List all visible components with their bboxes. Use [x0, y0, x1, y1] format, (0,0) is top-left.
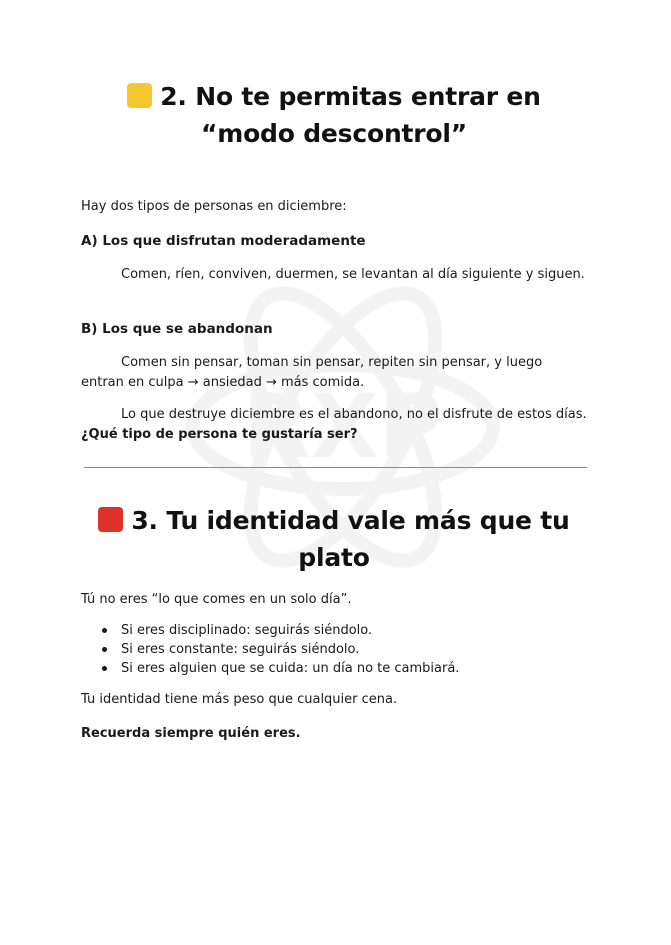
group-b-text: Comen sin pensar, toman sin pensar, repiten sin pensar, y luego entran en culpa → ansiedad → más comida. — [81, 355, 543, 390]
red-square-icon — [98, 507, 123, 532]
list-item-text: Si eres disciplinado: seguirás siéndolo. — [121, 623, 373, 638]
identity-statement: Tu identidad tiene más peso que cualquier cena. — [81, 692, 398, 707]
list-item — [81, 640, 587, 659]
list-item-text: Si eres alguien que se cuida: un día no te cambiará. — [121, 661, 460, 676]
closing-text: Lo que destruye diciembre es el abandono, no el disfrute de estos días. — [121, 407, 587, 422]
group-b-heading: B) Los que se abandonan — [81, 321, 273, 337]
section-2-title: 2. No te permitas entrar en “modo descontrol” — [160, 82, 541, 148]
section-2-intro: Hay dos tipos de personas en diciembre: — [81, 199, 347, 214]
list-item — [81, 659, 587, 678]
group-a-text: Comen, ríen, conviven, duermen, se levantan al día siguiente y siguen. — [121, 267, 585, 282]
identity-bullet-list — [81, 621, 587, 678]
section-3-heading — [81, 502, 587, 576]
list-item — [81, 621, 587, 640]
final-bold-line: Recuerda siempre quién eres. — [81, 726, 301, 741]
section-3-intro: Tú no eres “lo que comes en un solo día”. — [81, 592, 352, 607]
section-2-heading — [81, 78, 587, 152]
bullet-icon — [102, 666, 107, 671]
bullet-icon — [102, 647, 107, 652]
bullet-icon — [102, 628, 107, 633]
section-2-closing — [81, 405, 587, 444]
section-3-title: 3. Tu identidad vale más que tu plato — [131, 506, 570, 572]
yellow-square-icon — [127, 83, 152, 108]
closing-question: ¿Qué tipo de persona te gustaría ser? — [81, 426, 358, 442]
group-a-heading: A) Los que disfrutan moderadamente — [81, 233, 366, 249]
section-divider — [84, 467, 587, 468]
list-item-text: Si eres constante: seguirás siéndolo. — [121, 642, 360, 657]
